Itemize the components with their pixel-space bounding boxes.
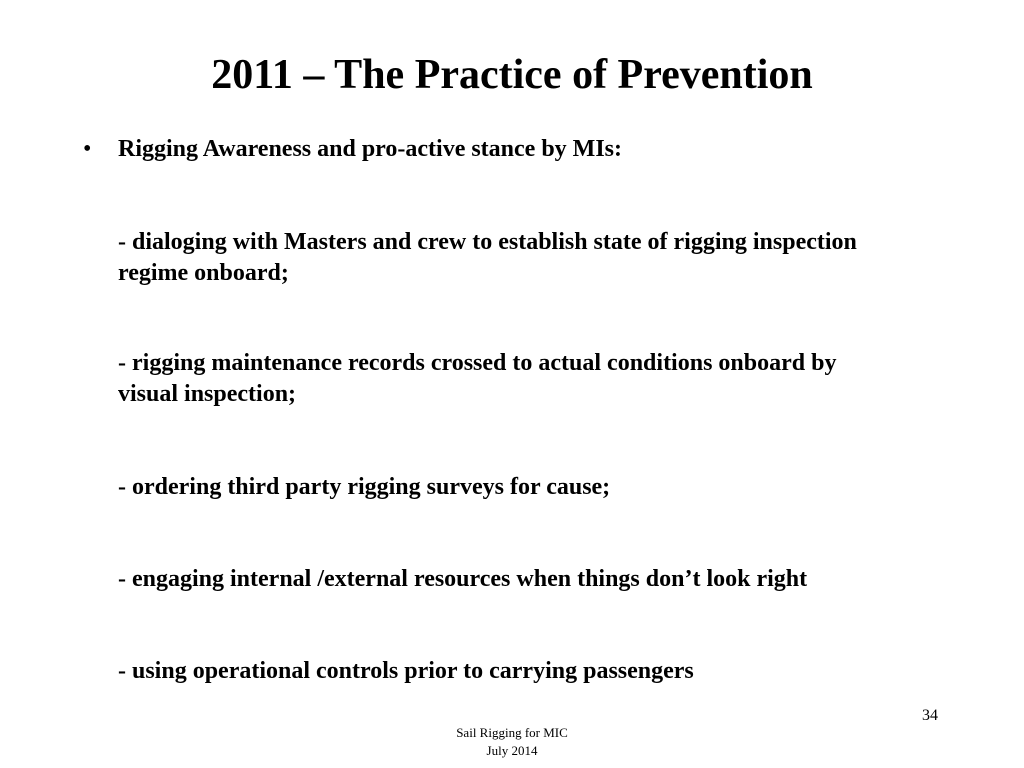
sub-item-operational-controls: - using operational controls prior to carrying passengers bbox=[118, 658, 694, 684]
slide-title: 2011 – The Practice of Prevention bbox=[211, 52, 813, 98]
bullet-heading: Rigging Awareness and pro-active stance by MIs: bbox=[118, 136, 622, 162]
page-number: 34 bbox=[922, 707, 938, 724]
sub-item-engaging-resources: - engaging internal /external resources when things don’t look right bbox=[118, 566, 808, 592]
footer-line-1: Sail Rigging for MIC bbox=[456, 725, 568, 740]
sub-item-third-party-surveys: - ordering third party rigging surveys for cause; bbox=[118, 474, 611, 500]
sub-item-dialoging: - dialoging with Masters and crew to establish state of rigging inspection regime onboard; bbox=[118, 229, 857, 286]
sub-item-maintenance-records: - rigging maintenance records crossed to actual conditions onboard by visual inspection; bbox=[118, 350, 837, 407]
footer bbox=[412, 724, 612, 760]
bullet-marker: • bbox=[83, 136, 92, 162]
footer-line-2: July 2014 bbox=[486, 743, 538, 758]
